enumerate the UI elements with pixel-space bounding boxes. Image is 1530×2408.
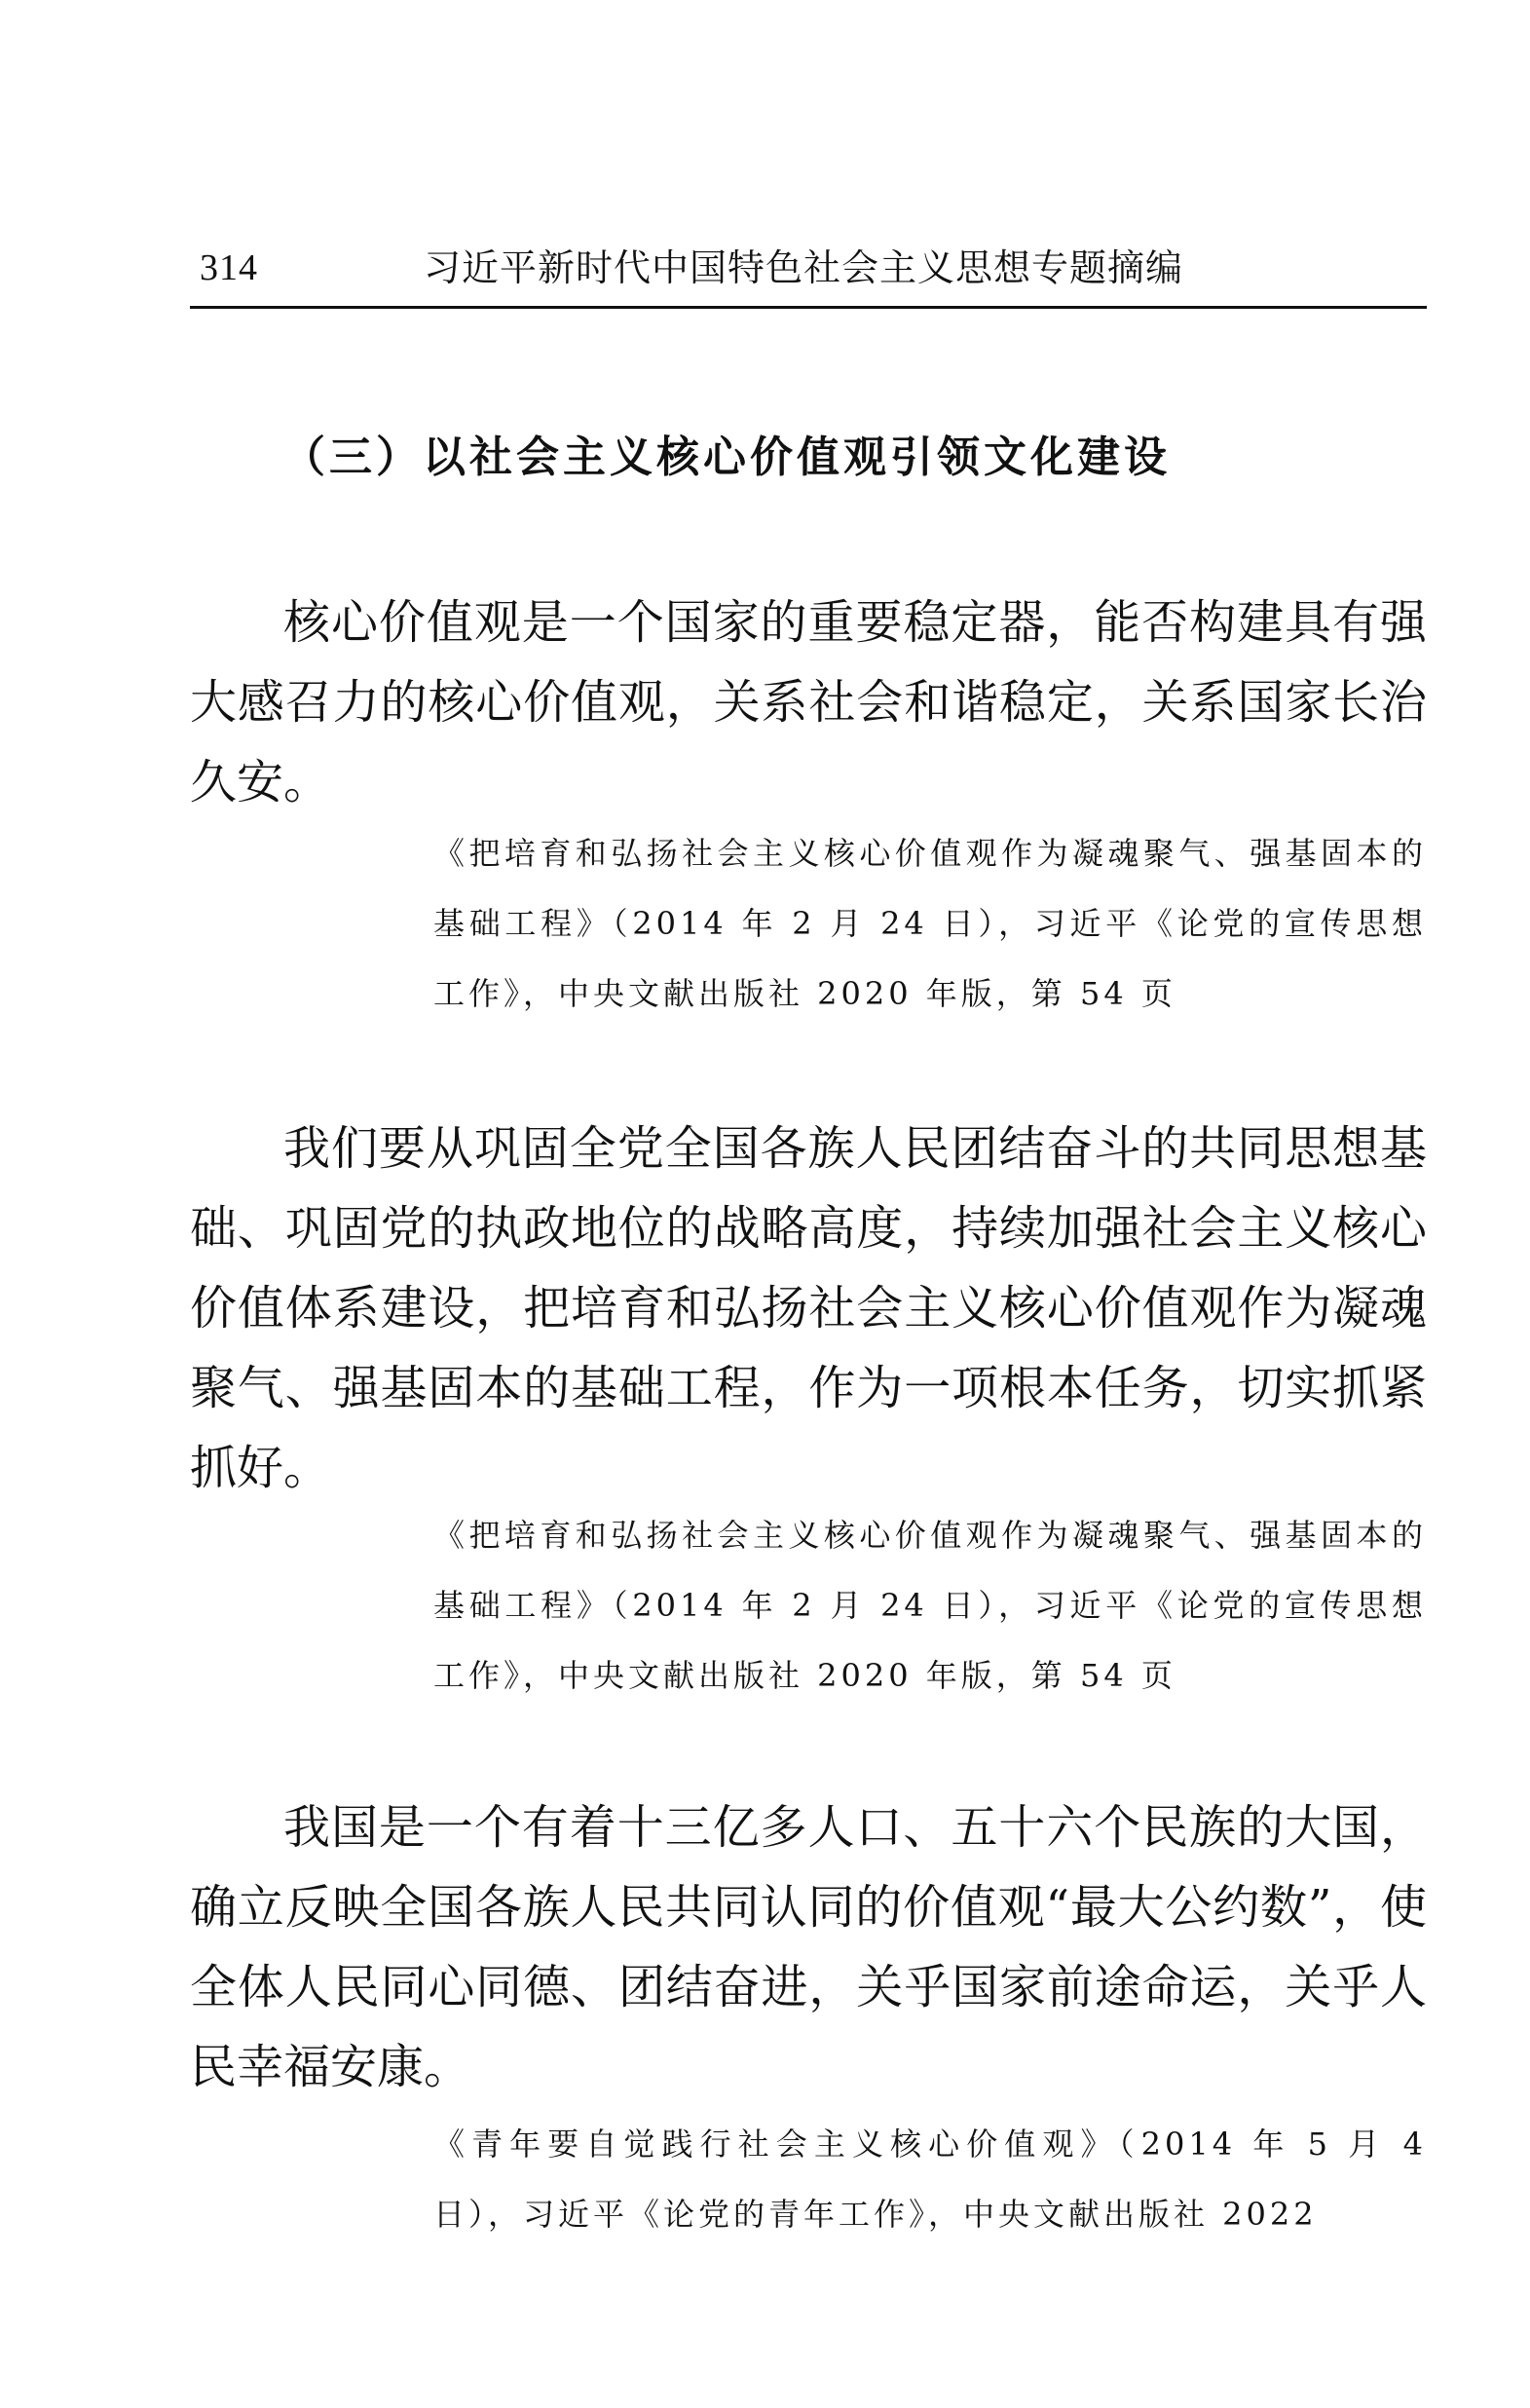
source-citation: 《青年要自觉践行社会主义核心价值观》（2014 年 5 月 4 日），习近平《论党的青年工作》，中央文献出版社 2022: [433, 2126, 1427, 2233]
source-citation: 《把培育和弘扬社会主义核心价值观作为凝魂聚气、强基固本的基础工程》（2014 年 2 月 24 日），习近平《论党的宣传思想工作》，中央文献出版社 2020 年版，第 54 页: [433, 1517, 1427, 1694]
quote-paragraph: 我们要从巩固全党全国各族人民团结奋斗的共同思想基础、巩固党的执政地位的战略高度，持续加强社会主义核心价值体系建设，把培育和弘扬社会主义核心价值观作为凝魂聚气、强基固本的基础工程，作为一项根本任务，切实抓紧抓好。: [190, 1121, 1427, 1495]
section-title: （三）以社会主义核心价值观引领文化建设: [282, 433, 1171, 482]
running-title: 习近平新时代中国特色社会主义思想专题摘编: [424, 246, 1184, 289]
header-rule: [190, 306, 1427, 309]
page-number: 314: [200, 247, 258, 288]
quote-paragraph: 核心价值观是一个国家的重要稳定器，能否构建具有强大感召力的核心价值观，关系社会和谐稳定，关系国家长治久安。: [190, 595, 1427, 809]
source-citation: 《把培育和弘扬社会主义核心价值观作为凝魂聚气、强基固本的基础工程》（2014 年 2 月 24 日），习近平《论党的宣传思想工作》，中央文献出版社 2020 年版，第 54 页: [433, 835, 1427, 1012]
page-header: [190, 234, 1427, 312]
quote-paragraph: 我国是一个有着十三亿多人口、五十六个民族的大国，确立反映全国各族人民共同认同的价值观“最大公约数”，使全体人民同心同德、团结奋进，关乎国家前途命运，关乎人民幸福安康。: [190, 1800, 1427, 2094]
